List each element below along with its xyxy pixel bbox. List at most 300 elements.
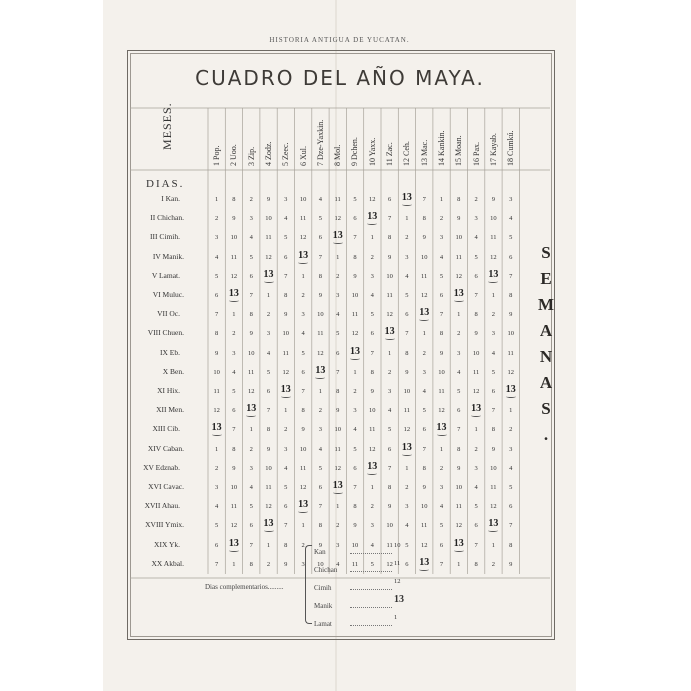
day-cell: 8 [422, 215, 426, 223]
day-cell: 12 [386, 311, 393, 319]
day-cell: 8 [474, 560, 478, 568]
day-cell: 11 [230, 253, 238, 261]
day-cell: 7 [284, 522, 288, 530]
day-cell: 11 [334, 445, 341, 453]
day-cell: 10 [507, 330, 514, 338]
day-cell: 12 [472, 388, 480, 395]
day-name: VII Oc. [157, 309, 180, 319]
day-name: VI Muluc. [152, 290, 184, 299]
day-cell: 2 [457, 330, 461, 338]
day-cell: 12 [490, 253, 497, 261]
day-cell: 11 [265, 484, 272, 491]
day-cell: 9 [387, 503, 392, 511]
day-cell: 3 [249, 464, 253, 472]
month-header: 13 Mac. [419, 139, 429, 166]
day-cell: 3 [336, 292, 340, 299]
day-cell: 4 [405, 272, 409, 280]
day-cell: 9 [266, 196, 271, 203]
leader-dots [350, 553, 392, 554]
day-cell: 3 [405, 503, 409, 511]
day-cell: 8 [214, 330, 219, 338]
day-cell: 3 [509, 445, 513, 453]
day-cell: 7 [439, 560, 444, 568]
day-name: XI Hix. [157, 386, 180, 395]
day-cell: 6 [318, 484, 323, 491]
day-cell: 11 [265, 234, 272, 242]
day-cell: 6 [214, 541, 219, 549]
day-cell: 12 [507, 368, 514, 376]
day-cell: 5 [214, 272, 219, 280]
day-cell: 13 [330, 480, 346, 491]
leader-dots [350, 571, 392, 572]
day-cell: 1 [318, 388, 323, 395]
day-cell: 7 [318, 503, 323, 511]
day-cell: 4 [439, 503, 444, 511]
day-cell: 13 [209, 422, 225, 433]
day-cell: 6 [439, 292, 444, 299]
day-cell: 10 [369, 407, 376, 415]
day-cell: 10 [265, 215, 272, 223]
complementary-day-number: 1 [394, 614, 398, 621]
day-cell: 8 [491, 426, 496, 434]
day-cell: 1 [405, 215, 409, 223]
day-cell: 8 [266, 426, 271, 434]
day-cell: 5 [353, 196, 357, 203]
day-cell: 8 [301, 407, 305, 415]
day-cell: 6 [284, 503, 288, 511]
month-header: 2 Uoo. [229, 144, 239, 166]
day-cell: 9 [232, 215, 236, 223]
day-cell: 5 [439, 272, 444, 280]
day-cell: 13 [295, 250, 311, 261]
day-cell: 1 [422, 330, 426, 338]
day-cell: 9 [266, 445, 271, 453]
day-cell: 3 [474, 464, 478, 472]
day-cell: 7 [249, 541, 253, 549]
day-cell: 9 [491, 445, 496, 453]
day-cell: 1 [439, 196, 444, 203]
day-cell: 13 [243, 403, 259, 414]
day-cell: 10 [490, 464, 497, 472]
day-cell: 12 [213, 407, 220, 415]
day-cell: 4 [370, 292, 374, 299]
days-heading: DIAS. [146, 178, 185, 190]
day-cell: 3 [301, 311, 305, 319]
day-cell: 2 [266, 311, 271, 319]
day-cell: 3 [370, 272, 374, 280]
day-cell: 6 [249, 522, 253, 530]
day-cell: 9 [387, 253, 392, 261]
day-cell: 13 [382, 326, 398, 337]
day-cell: 5 [318, 464, 323, 472]
day-cell: 12 [265, 253, 272, 261]
day-cell: 7 [336, 368, 340, 376]
semanas-letter: A [539, 373, 553, 392]
day-cell: 9 [318, 541, 323, 549]
day-cell: 10 [230, 234, 238, 242]
day-cell: 13 [312, 365, 328, 376]
day-cell: 13 [364, 461, 380, 472]
day-cell: 1 [336, 253, 340, 261]
day-cell: 2 [249, 445, 253, 453]
semanas-letter: A [539, 321, 553, 340]
day-cell: 10 [299, 196, 307, 203]
day-name: XV Edznab. [143, 462, 180, 472]
day-cell: 2 [232, 330, 236, 338]
day-cell: 11 [455, 253, 462, 261]
day-cell: 6 [422, 426, 426, 434]
day-cell: 5 [370, 311, 374, 319]
day-cell: 12 [438, 407, 445, 415]
semanas-letter: S [541, 243, 551, 262]
day-cell: 5 [353, 445, 357, 453]
day-cell: 3 [214, 234, 219, 242]
day-cell: 4 [284, 464, 288, 472]
day-cell: 3 [336, 541, 340, 549]
day-cell: 11 [299, 464, 307, 472]
semanas-letter: . [543, 425, 549, 444]
day-cell: 9 [284, 311, 288, 319]
day-name: V Lamat. [151, 270, 180, 280]
day-cell: 10 [420, 503, 428, 511]
day-cell: 8 [249, 560, 253, 568]
day-cell: 5 [336, 330, 340, 338]
day-cell: 4 [301, 330, 305, 338]
day-cell: 12 [420, 541, 428, 549]
day-cell: 7 [387, 464, 392, 472]
day-cell: 1 [457, 311, 461, 319]
day-cell: 4 [214, 253, 219, 261]
day-cell: 4 [509, 464, 513, 472]
day-cell: 1 [474, 426, 478, 434]
day-cell: 8 [439, 330, 444, 338]
day-cell: 2 [249, 196, 253, 203]
day-cell: 3 [457, 349, 461, 357]
day-cell: 4 [249, 484, 253, 491]
day-cell: 10 [438, 368, 445, 376]
day-cell: 8 [509, 292, 513, 299]
day-cell: 10 [455, 234, 463, 242]
day-cell: 12 [334, 215, 341, 223]
day-cell: 4 [457, 368, 461, 376]
complementary-day-name: Chichan [314, 566, 338, 574]
day-cell: 2 [439, 215, 444, 223]
day-cell: 3 [509, 196, 513, 203]
day-cell: 10 [265, 464, 272, 472]
day-cell: 7 [353, 234, 357, 242]
day-cell: 4 [509, 215, 513, 223]
day-cell: 6 [353, 215, 357, 223]
day-cell: 9 [336, 407, 340, 415]
day-cell: 5 [214, 522, 219, 530]
day-cell: 12 [282, 368, 290, 376]
day-cell: 3 [387, 388, 392, 395]
day-cell: 1 [301, 522, 305, 530]
day-cell: 4 [318, 445, 323, 453]
day-cell: 11 [299, 215, 307, 223]
day-cell: 8 [370, 368, 374, 376]
day-cell: 11 [351, 560, 359, 568]
day-cell: 9 [491, 196, 496, 203]
day-cell: 5 [405, 292, 409, 299]
day-cell: 6 [301, 368, 305, 376]
leader-dots [350, 625, 392, 626]
day-cell: 2 [336, 272, 340, 280]
day-cell: 6 [387, 196, 392, 203]
table-title: CUADRO DEL AÑO MAYA. [195, 66, 485, 90]
day-cell: 1 [370, 234, 374, 242]
day-cell: 6 [249, 272, 253, 280]
day-name: X Ben. [162, 366, 184, 376]
day-cell: 1 [232, 311, 236, 319]
day-cell: 12 [490, 503, 497, 511]
day-cell: 10 [213, 368, 220, 376]
day-cell: 12 [369, 196, 376, 203]
day-cell: 6 [353, 464, 357, 472]
day-cell: 10 [490, 215, 497, 223]
day-cell: 13 [261, 518, 277, 529]
day-cell: 2 [509, 426, 513, 434]
day-cell: 2 [474, 445, 478, 453]
day-cell: 11 [351, 311, 359, 319]
day-cell: 12 [455, 272, 463, 280]
day-cell: 4 [405, 522, 409, 530]
day-cell: 4 [232, 368, 236, 376]
month-header: 1 Pop. [212, 145, 221, 166]
day-cell: 13 [261, 269, 277, 280]
day-cell: 3 [474, 215, 478, 223]
day-cell: 11 [403, 407, 411, 415]
day-cell: 9 [232, 464, 236, 472]
day-cell: 12 [403, 426, 411, 434]
day-cell: 13 [347, 346, 363, 357]
day-cell: 5 [491, 368, 496, 376]
day-cell: 1 [370, 484, 374, 491]
day-cell: 13 [295, 499, 311, 510]
month-header: 17 Kayab. [488, 133, 498, 166]
day-cell: 10 [334, 426, 341, 434]
day-cell: 13 [399, 192, 415, 203]
day-cell: 7 [457, 426, 461, 434]
complementary-day-number: 12 [394, 578, 401, 585]
day-cell: 12 [351, 330, 359, 338]
day-cell: 7 [249, 292, 253, 299]
day-name: XX Akbal. [151, 558, 184, 568]
day-cell: 2 [405, 234, 409, 242]
day-cell: 9 [405, 368, 409, 376]
day-cell: 10 [299, 445, 307, 453]
day-cell: 11 [438, 388, 445, 395]
day-cell: 8 [387, 234, 392, 242]
day-cell: 9 [249, 330, 253, 338]
day-cell: 6 [474, 272, 478, 280]
day-cell: 8 [457, 445, 461, 453]
day-cell: 2 [266, 560, 271, 568]
day-cell: 12 [230, 272, 238, 280]
day-cell: 12 [420, 292, 428, 299]
day-cell: 3 [422, 368, 426, 376]
day-cell: 11 [421, 522, 428, 530]
day-cell: 8 [405, 349, 409, 357]
complementary-brace [305, 545, 312, 624]
month-header: 9 Dchen. [350, 137, 360, 166]
day-cell: 11 [248, 368, 255, 376]
day-cell: 2 [370, 253, 374, 261]
day-cell: 5 [509, 234, 513, 242]
day-cell: 8 [318, 272, 323, 280]
day-cell: 9 [509, 560, 513, 568]
day-cell: 6 [405, 560, 409, 568]
day-cell: 7 [405, 330, 409, 338]
day-cell: 3 [439, 484, 444, 491]
day-cell: 10 [403, 388, 411, 395]
day-cell: 1 [232, 560, 236, 568]
day-name: XVI Cavac. [148, 482, 184, 491]
day-cell: 2 [422, 349, 426, 357]
day-cell: 9 [439, 349, 444, 357]
month-header: 4 Zodz. [263, 141, 273, 166]
day-cell: 12 [334, 464, 341, 472]
day-cell: 12 [299, 234, 307, 242]
day-cell: 8 [422, 464, 426, 472]
day-cell: 5 [457, 388, 461, 395]
day-cell: 3 [214, 484, 219, 491]
day-cell: 13 [451, 288, 467, 299]
month-header: 11 Zac. [385, 142, 394, 166]
day-cell: 2 [214, 215, 219, 223]
day-cell: 13 [399, 442, 415, 453]
day-cell: 5 [232, 388, 236, 395]
day-cell: 5 [387, 426, 392, 434]
complementary-day-number: 13 [394, 594, 404, 605]
day-cell: 8 [509, 541, 513, 549]
semanas-label [536, 240, 556, 448]
day-cell: 11 [507, 349, 514, 357]
day-cell: 8 [387, 484, 392, 491]
day-name: II Chichan. [150, 213, 184, 223]
day-name: VIII Chuen. [147, 328, 184, 338]
day-cell: 7 [301, 388, 305, 395]
complementary-day-number: 11 [394, 560, 401, 567]
day-cell: 12 [455, 522, 463, 530]
months-heading: MESES. [160, 102, 174, 150]
day-cell: 8 [232, 445, 236, 453]
day-cell: 8 [232, 196, 236, 203]
day-cell: 6 [509, 503, 513, 511]
day-cell: 7 [284, 272, 288, 280]
day-cell: 5 [509, 484, 513, 491]
day-cell: 7 [214, 560, 219, 568]
month-header: 15 Moan. [454, 135, 464, 166]
day-cell: 9 [422, 484, 426, 491]
day-cell: 1 [405, 464, 409, 472]
day-cell: 4 [474, 484, 478, 491]
day-cell: 1 [301, 272, 305, 280]
day-cell: 3 [266, 330, 271, 338]
day-cell: 5 [439, 522, 444, 530]
day-cell: 10 [282, 330, 290, 338]
day-cell: 10 [420, 253, 428, 261]
day-cell: 7 [318, 253, 323, 261]
running-header: HISTORIA ANTIGUA DE YUCATAN. [269, 36, 410, 44]
day-cell: 6 [336, 349, 340, 357]
day-cell: 3 [439, 234, 444, 242]
leader-dots [350, 607, 392, 608]
day-cell: 6 [509, 253, 513, 261]
day-cell: 10 [455, 484, 463, 491]
complementary-day-number: 10 [394, 542, 401, 549]
day-cell: 6 [284, 253, 288, 261]
day-cell: 8 [284, 292, 288, 299]
day-cell: 5 [422, 407, 426, 415]
day-cell: 10 [351, 541, 359, 549]
day-cell: 1 [284, 407, 288, 415]
day-cell: 7 [439, 311, 444, 319]
day-cell: 11 [386, 292, 393, 299]
day-name: XII Men. [156, 405, 184, 415]
day-cell: 12 [265, 503, 272, 511]
day-cell: 4 [266, 349, 271, 357]
day-cell: 5 [370, 560, 374, 568]
day-cell: 2 [214, 464, 219, 472]
day-name: IX Eb. [160, 347, 180, 357]
day-cell: 6 [370, 330, 374, 338]
day-cell: 1 [353, 368, 357, 376]
day-cell: 6 [491, 388, 496, 395]
day-cell: 13 [434, 422, 450, 433]
day-cell: 8 [353, 253, 357, 261]
day-cell: 7 [232, 426, 236, 434]
day-cell: 4 [249, 234, 253, 242]
day-cell: 3 [249, 215, 253, 223]
day-cell: 13 [451, 538, 467, 549]
day-cell: 10 [386, 522, 393, 530]
day-cell: 3 [370, 522, 374, 530]
day-cell: 2 [353, 388, 357, 395]
day-cell: 11 [213, 388, 220, 395]
month-header: 7 Dze-Yaxkin. [315, 119, 325, 166]
day-cell: 11 [334, 196, 341, 203]
day-cell: 2 [405, 484, 409, 491]
day-cell: 4 [284, 215, 288, 223]
day-cell: 3 [232, 349, 236, 357]
day-cell: 6 [266, 388, 271, 395]
day-cell: 3 [301, 560, 305, 568]
day-cell: 10 [472, 349, 480, 357]
day-cell: 7 [491, 407, 496, 415]
day-cell: 9 [457, 215, 461, 223]
day-cell: 7 [509, 522, 513, 530]
complementary-day-name: Lamat [314, 620, 332, 628]
day-name: IV Manik. [152, 251, 184, 261]
day-cell: 13 [468, 403, 484, 414]
day-cell: 10 [386, 272, 393, 280]
day-cell: 9 [422, 234, 426, 242]
day-cell: 5 [405, 541, 409, 549]
day-cell: 6 [405, 311, 409, 319]
day-cell: 9 [474, 330, 478, 338]
day-cell: 3 [284, 445, 288, 453]
semanas-letter: S [541, 399, 551, 418]
day-cell: 9 [214, 349, 219, 357]
day-cell: 9 [301, 426, 305, 434]
day-cell: 8 [284, 541, 288, 549]
month-header: 3 Zip. [246, 146, 256, 166]
day-cell: 1 [457, 560, 461, 568]
day-cell: 3 [491, 330, 496, 338]
day-cell: 3 [318, 426, 323, 434]
day-cell: 7 [387, 215, 392, 223]
